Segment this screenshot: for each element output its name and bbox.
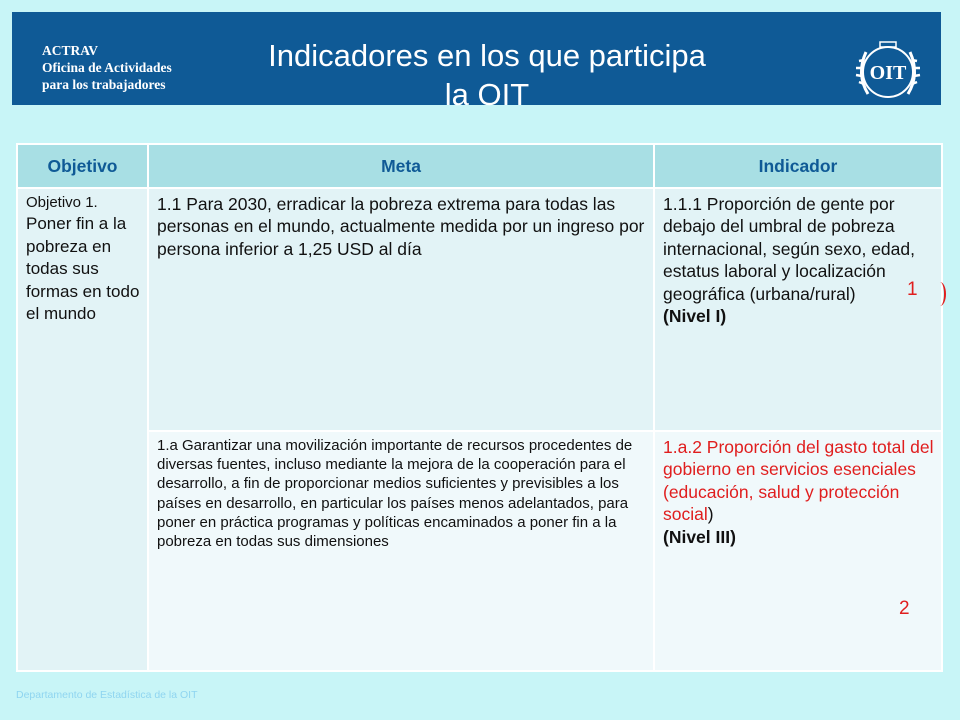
table-row bbox=[17, 431, 942, 671]
marker-arc-decoration bbox=[934, 282, 946, 306]
table-header-row bbox=[17, 144, 942, 188]
objective-prefix: Objetivo 1. bbox=[26, 194, 98, 211]
brand-line: ACTRAV bbox=[42, 43, 99, 58]
column-header-objetivo: Objetivo bbox=[17, 144, 148, 188]
title-line: la OIT bbox=[444, 77, 530, 112]
meta-cell bbox=[148, 188, 654, 431]
indicator-text-highlight: 1.a.2 Proporción del gasto total del gobierno en servicios esenciales (educación, salud y protección social bbox=[663, 437, 934, 525]
slide-marker-1: 1 bbox=[907, 279, 918, 300]
actrav-brand bbox=[42, 42, 172, 93]
meta-text: 1.a Garantizar una movilización importante de recursos procedentes de diversas fuentes, incluso mediante la mejora de la cooperación para el desarrollo, a fin de proporcionar medios suficientes y previsibles a los países en desarrollo, en particular los países menos adelantados, para poner en práctica programas y políticas encaminados a poner fin a la pobreza en todas sus dimensiones bbox=[157, 437, 633, 550]
indicator-level: (Nivel III) bbox=[663, 526, 736, 547]
objective-cell bbox=[17, 188, 148, 671]
oit-logo-icon bbox=[850, 34, 926, 110]
header-top-stripe bbox=[0, 0, 960, 12]
column-header-meta: Meta bbox=[148, 144, 654, 188]
column-header-indicador: Indicador bbox=[654, 144, 942, 188]
indicator-level: (Nivel I) bbox=[663, 305, 727, 326]
brand-line: Oficina de Actividades bbox=[42, 60, 172, 75]
slide-marker-2: 2 bbox=[899, 598, 910, 619]
page-title bbox=[212, 36, 762, 114]
header-banner bbox=[12, 12, 941, 112]
indicator-cell bbox=[654, 431, 942, 671]
indicators-table bbox=[16, 143, 943, 672]
indicator-cell bbox=[654, 188, 942, 431]
meta-text: 1.1 Para 2030, erradicar la pobreza extrema para todas las personas en el mundo, actualmente medida por un ingreso por persona inferior a 1,25 USD al día bbox=[157, 194, 645, 259]
indicator-close-paren: ) bbox=[707, 504, 714, 525]
meta-cell bbox=[148, 431, 654, 671]
objective-text: Poner fin a la pobreza en todas sus formas en todo el mundo bbox=[26, 214, 140, 324]
title-line: Indicadores en los que participa bbox=[268, 38, 706, 73]
table-row bbox=[17, 188, 942, 431]
footer-text: Departamento de Estadística de la OIT bbox=[16, 689, 198, 701]
logo-text: OIT bbox=[869, 62, 907, 84]
indicator-text: 1.1.1 Proporción de gente por debajo del umbral de pobreza internacional, según sexo, edad, estatus laboral y localización geográfica (urbana/rural) bbox=[663, 194, 915, 304]
brand-line: para los trabajadores bbox=[42, 77, 166, 92]
